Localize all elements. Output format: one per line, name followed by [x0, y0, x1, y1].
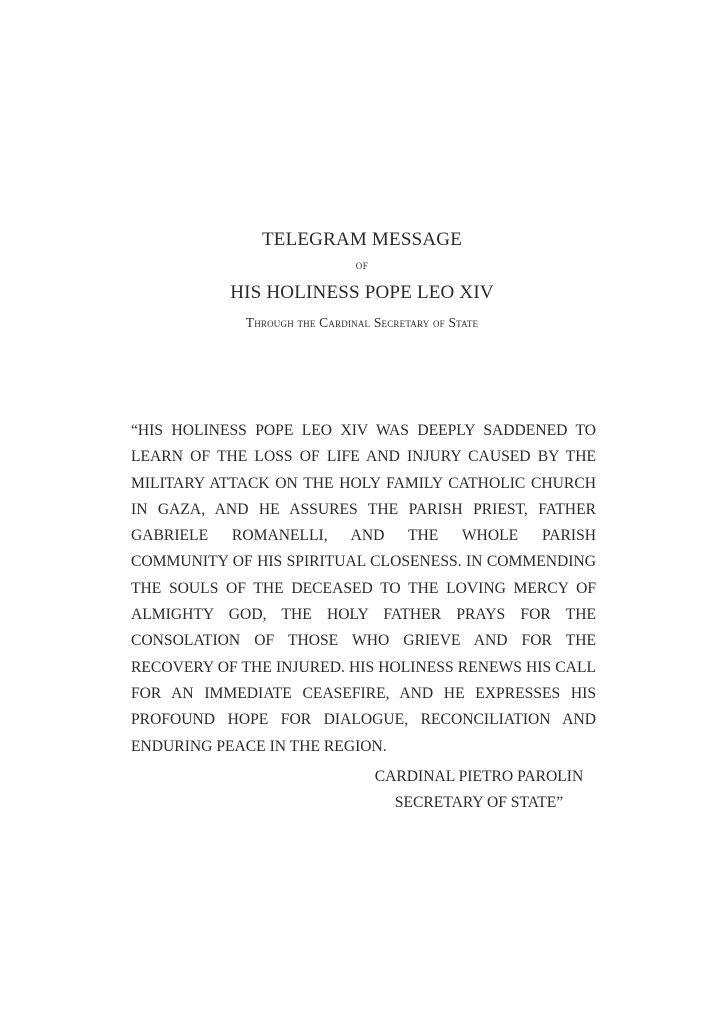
document-through-line: Through the Cardinal Secretary of State — [245, 315, 479, 330]
message-body: “HIS HOLINESS POPE LEO XIV WAS DEEPLY SADDENED TO LEARN OF THE LOSS OF LIFE AND INJURY CAUSED BY THE MILITARY ATTACK ON THE HOLY FAMILY CATHOLIC CHURCH IN GAZA, AND HE ASSURES THE PARISH PRIEST, FATHER GABRIELE ROMANELLI, AND THE WHOLE PARISH COMMUNITY OF HIS SPIRITUAL CLOSENESS. IN COMMENDING THE SOULS OF THE DECEASED TO THE LOVING MERCY OF ALMIGHTY GOD, THE HOLY FATHER PRAYS FOR THE CONSOLATION OF THOSE WHO GRIEVE AND FOR THE RECOVERY OF THE INJURED. HIS HOLINESS RENEWS HIS CALL FOR AN IMMEDIATE CEASEFIRE, AND HE EXPRESSES HIS PROFOUND HOPE FOR DIALOGUE, RECONCILIATION AND ENDURING PEACE IN THE REGION. — [131, 422, 596, 755]
signature-name: CARDINAL PIETRO PAROLIN — [374, 768, 584, 785]
title-connector: OF — [355, 261, 369, 271]
signature-title: SECRETARY OF STATE” — [394, 794, 564, 811]
document-title: TELEGRAM MESSAGE — [261, 229, 463, 250]
document-subject: HIS HOLINESS POPE LEO XIV — [230, 282, 494, 303]
